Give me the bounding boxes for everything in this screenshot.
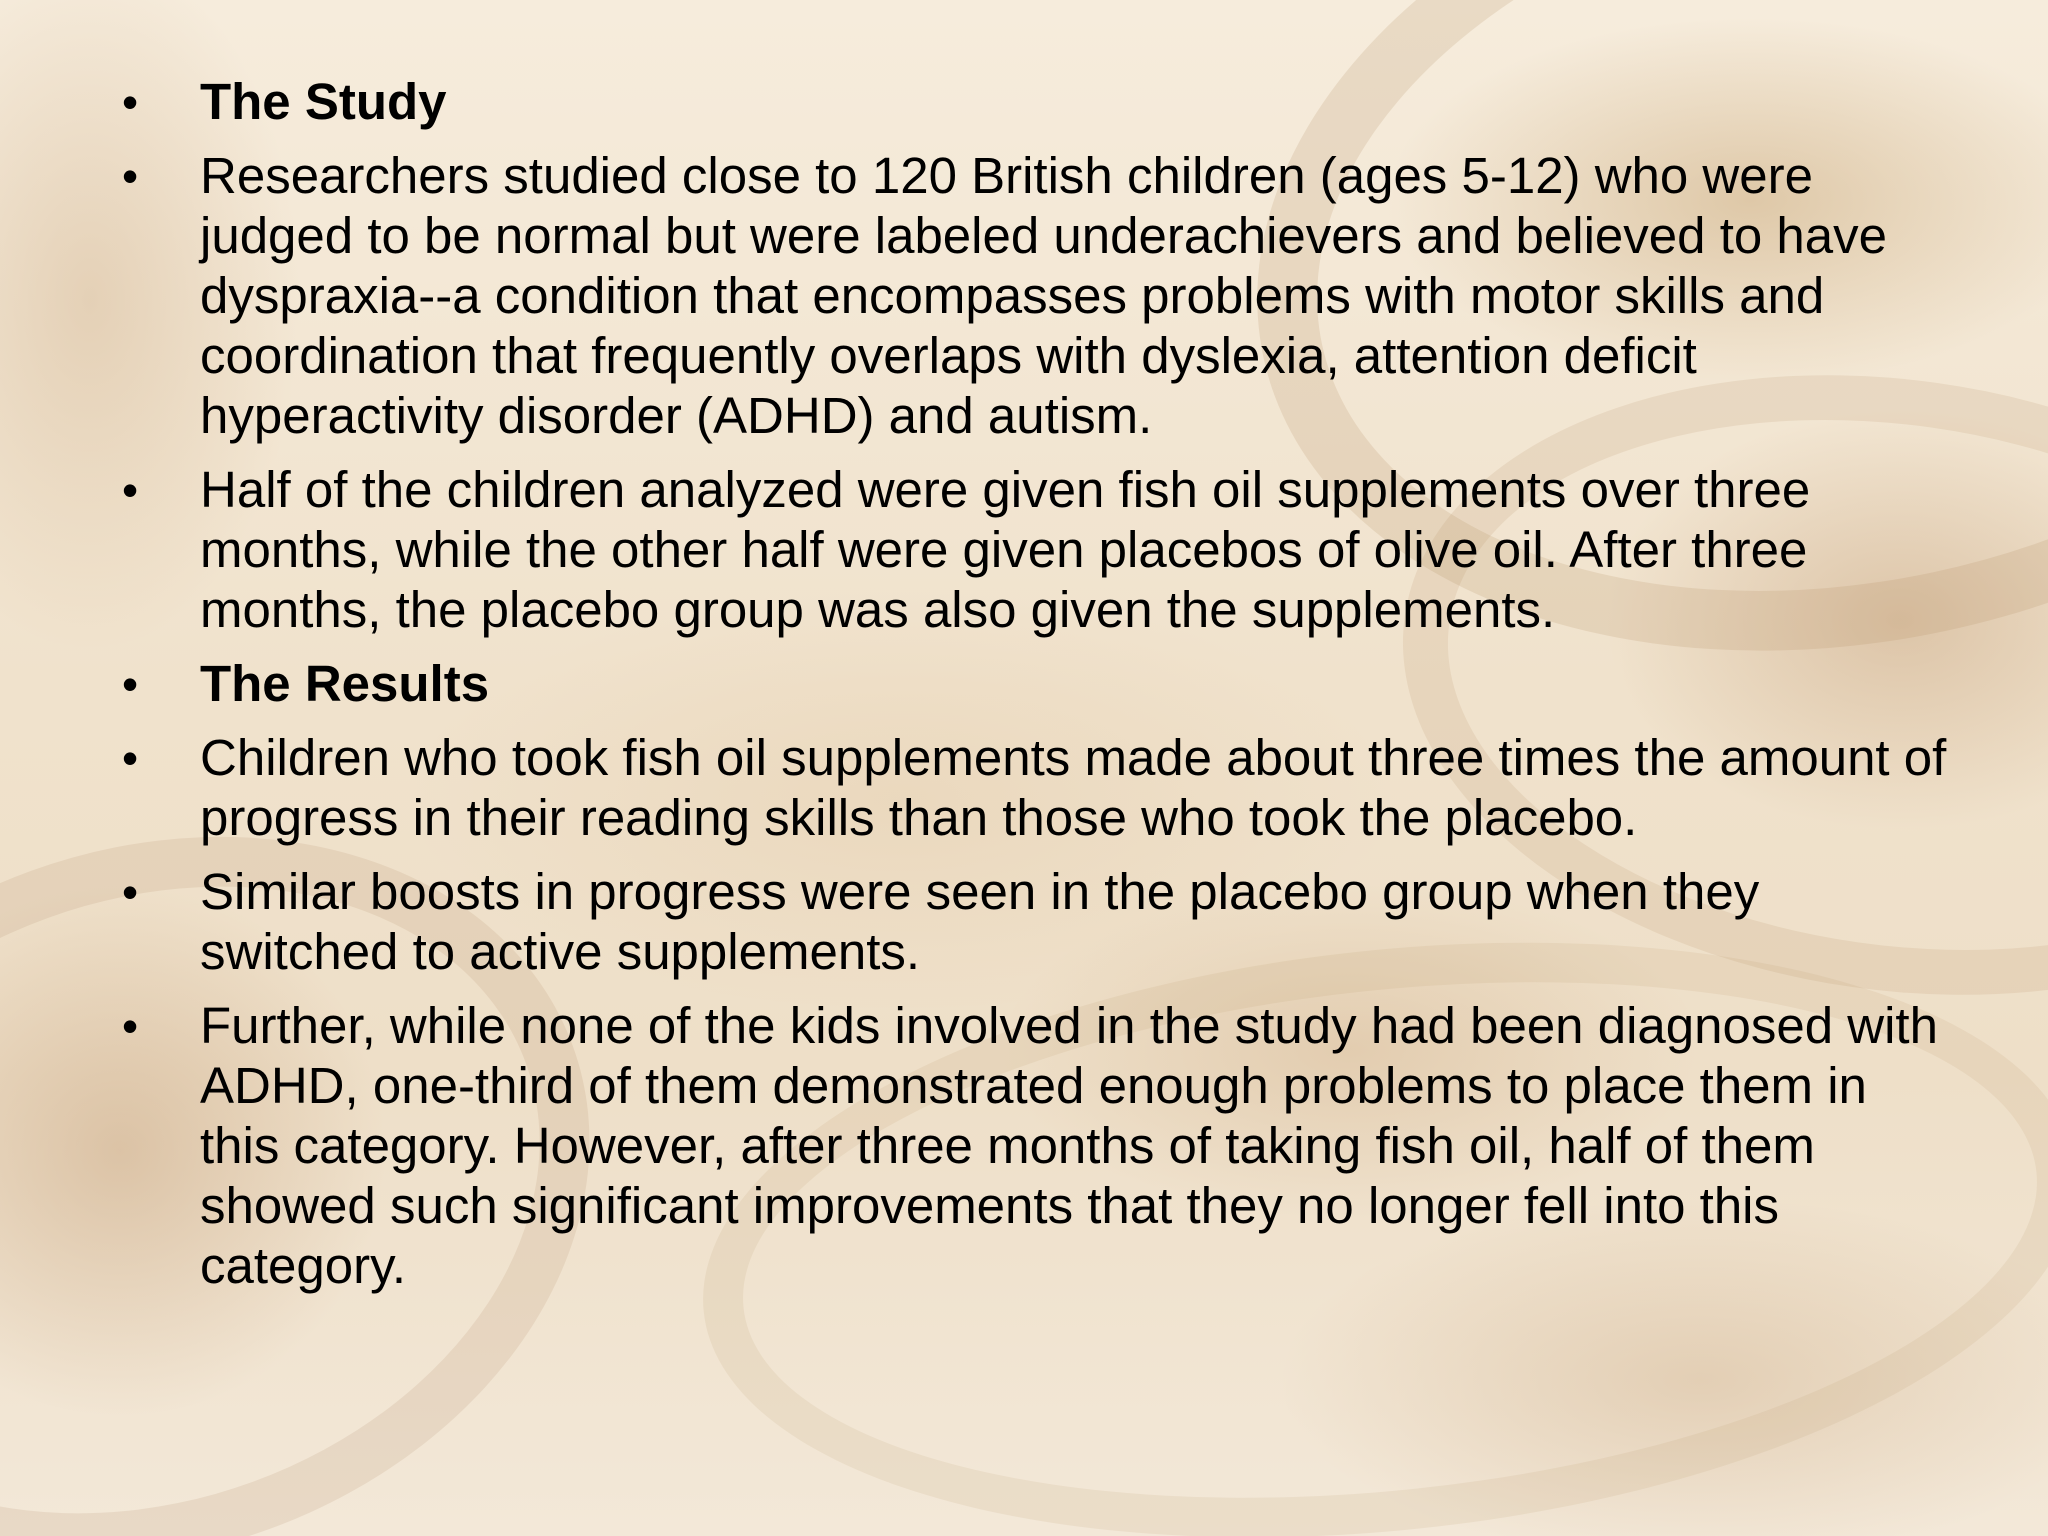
- bullet-study-heading: [0, 72, 2048, 132]
- bullet-result-reading: [0, 728, 2048, 848]
- bullet-results-heading: [0, 654, 2048, 714]
- bullet-text: Half of the children analyzed were given fish oil supplements over three months, while the other half were given placebos of olive oil. After three months, the placebo group was also given the supplements.: [200, 461, 1811, 638]
- bullet-icon: •: [122, 658, 139, 710]
- bullet-text: The Study: [200, 73, 447, 130]
- bullet-icon: •: [122, 76, 139, 128]
- bullet-study-description: [0, 146, 2048, 446]
- bullet-icon: •: [122, 866, 139, 918]
- bullet-text: Researchers studied close to 120 British children (ages 5-12) who were judged to be normal but were labeled underachievers and believed to have dyspraxia--a condition that encompasses problems with motor skills and coordination that frequently overlaps with dyslexia, attention deficit hyperactivity disorder (ADHD) and autism.: [200, 147, 1887, 444]
- bullet-icon: •: [122, 464, 139, 516]
- bullet-icon: •: [122, 1000, 139, 1052]
- bullet-icon: •: [122, 150, 139, 202]
- bullet-result-placebo: [0, 862, 2048, 982]
- bullet-study-method: [0, 460, 2048, 640]
- bullet-text: Similar boosts in progress were seen in the placebo group when they switched to active supplements.: [200, 863, 1760, 980]
- bullet-text: The Results: [200, 655, 490, 712]
- bullet-icon: •: [122, 732, 139, 784]
- bullet-list: [0, 72, 2048, 1310]
- bullet-result-adhd: [0, 996, 2048, 1296]
- bullet-text: Children who took fish oil supplements made about three times the amount of progress in their reading skills than those who took the placebo.: [200, 729, 1947, 846]
- bullet-text: Further, while none of the kids involved in the study had been diagnosed with ADHD, one-third of them demonstrated enough problems to place them in this category. However, after three months of taking fish oil, half of them showed such significant improvements that they no longer fell into this category.: [200, 997, 1938, 1294]
